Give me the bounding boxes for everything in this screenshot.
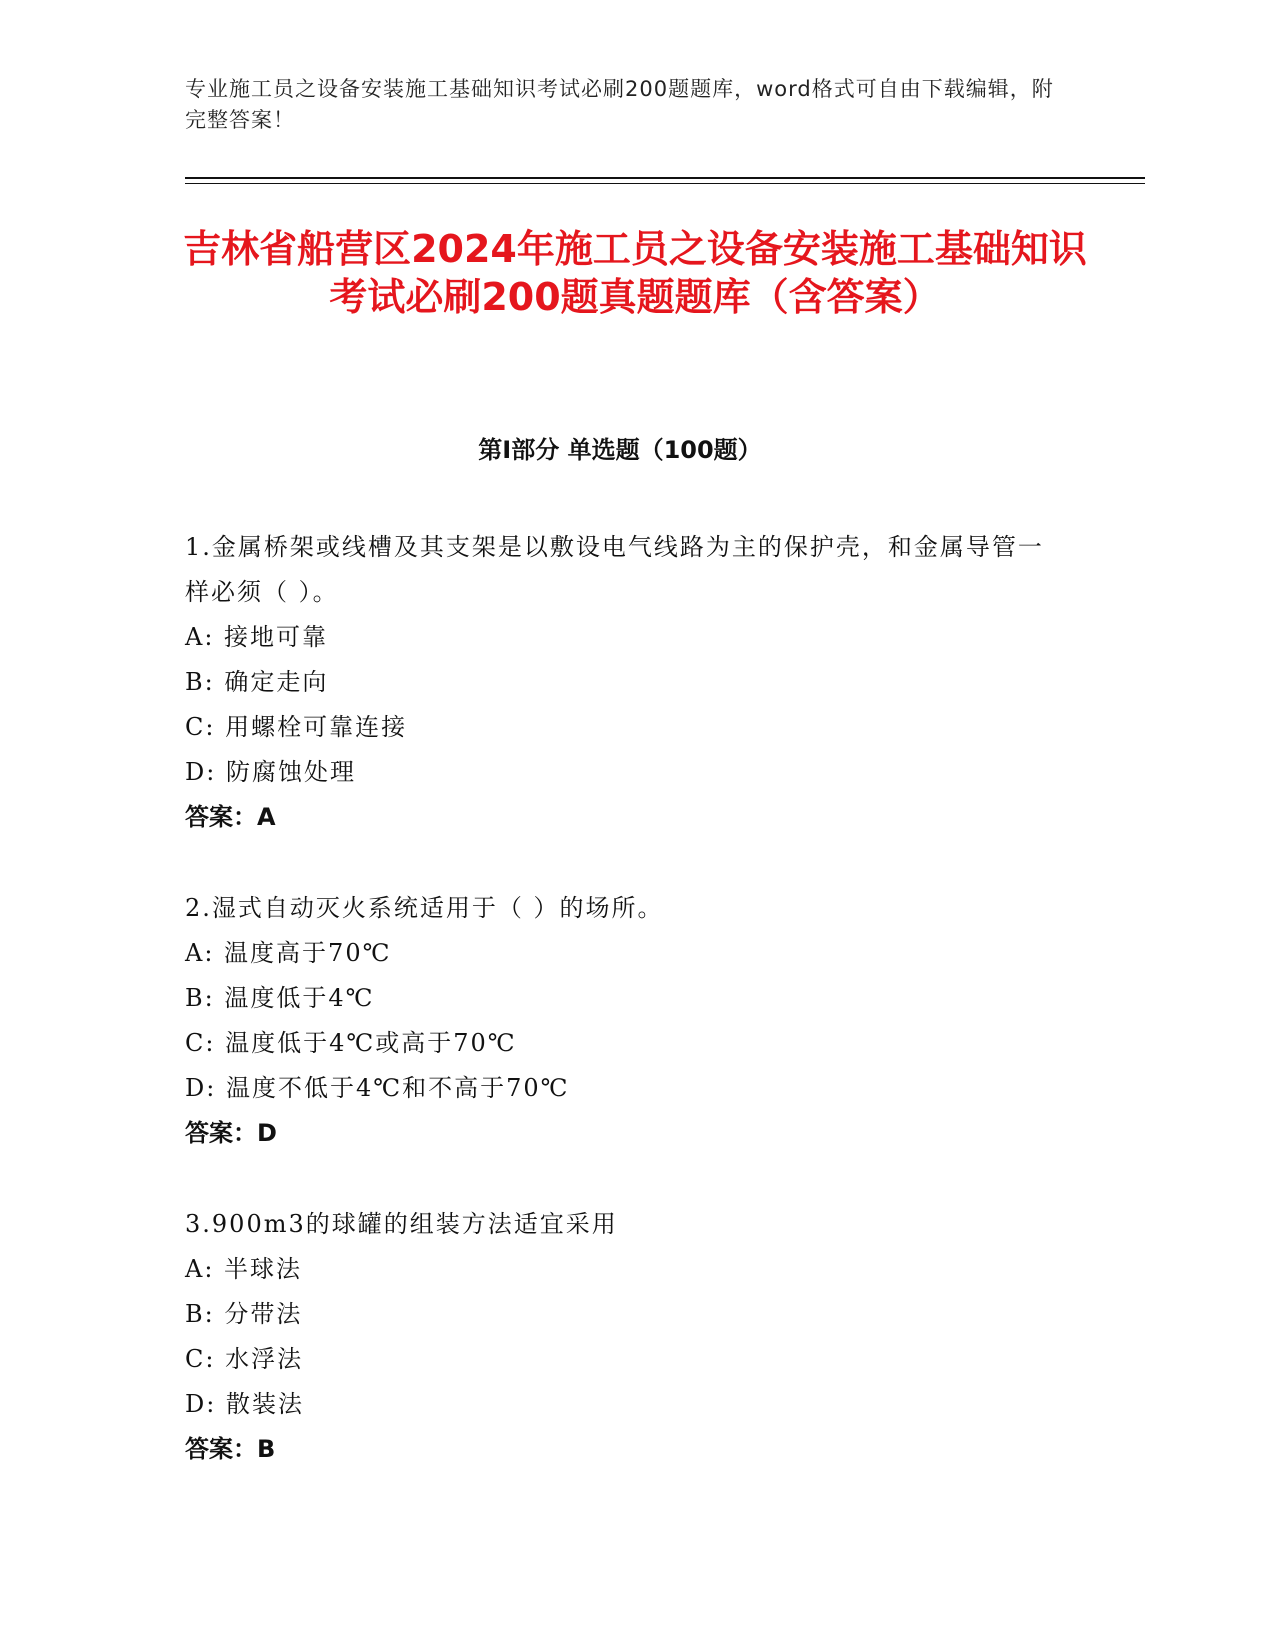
option-a: A: 接地可靠	[185, 623, 329, 651]
option-c: C: 水浮法	[185, 1345, 304, 1373]
option-b: B: 分带法	[185, 1300, 303, 1328]
option-d: D: 散装法	[185, 1390, 304, 1418]
question-stem: 3.900m3的球罐的组装方法适宜采用	[185, 1210, 618, 1238]
question-list	[185, 525, 1065, 1518]
question-3	[185, 1202, 1065, 1472]
question-2	[185, 886, 1065, 1156]
section-title: 第Ⅰ部分 单选题（100题）	[478, 436, 762, 464]
option-a: A: 温度高于70℃	[185, 939, 392, 967]
question-1	[185, 525, 1065, 840]
option-c: C: 用螺栓可靠连接	[185, 713, 408, 741]
answer: 答案：D	[185, 1119, 277, 1147]
option-a: A: 半球法	[185, 1255, 303, 1283]
answer: 答案：B	[185, 1435, 276, 1463]
answer: 答案：A	[185, 803, 276, 831]
question-stem: 1.金属桥架或线槽及其支架是以敷设电气线路为主的保护壳，和金属导管一样必须（ ）。	[185, 533, 1044, 606]
header-divider-thick	[185, 177, 1145, 179]
option-b: B: 温度低于4℃	[185, 984, 375, 1012]
header-note: 专业施工员之设备安装施工基础知识考试必刷200题题库，word格式可自由下载编辑，附完整答案！	[185, 77, 1054, 132]
question-stem: 2.湿式自动灭火系统适用于（ ）的场所。	[185, 894, 664, 922]
option-d: D: 温度不低于4℃和不高于70℃	[185, 1074, 570, 1102]
option-d: D: 防腐蚀处理	[185, 758, 356, 786]
header-divider-thin	[185, 183, 1145, 184]
document-title: 吉林省船营区2024年施工员之设备安装施工基础知识考试必刷200题真题题库（含答案）	[183, 227, 1087, 319]
option-c: C: 温度低于4℃或高于70℃	[185, 1029, 517, 1057]
option-b: B: 确定走向	[185, 668, 329, 696]
